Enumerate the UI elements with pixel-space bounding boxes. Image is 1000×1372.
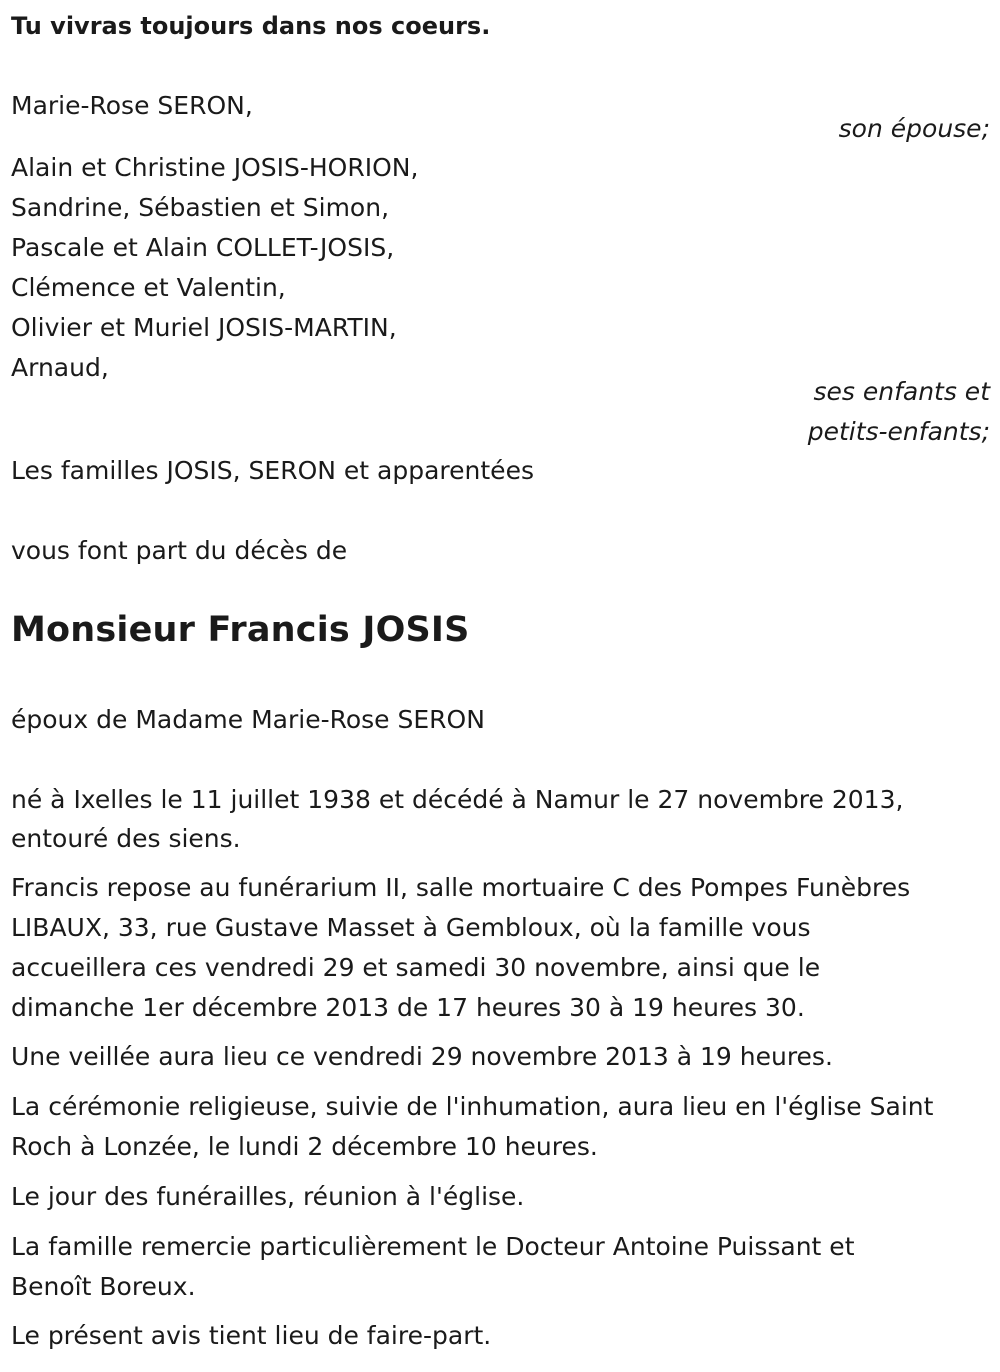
vigil-line: Une veillée aura lieu ce vendredi 29 novembre 2013 à 19 heures. (11, 1042, 833, 1071)
families-line: Les familles JOSIS, SERON et apparentées (11, 456, 534, 485)
ceremony-line: Roch à Lonzée, le lundi 2 décembre 10 heures. (11, 1132, 598, 1161)
birth-line: né à Ixelles le 11 juillet 1938 et décédé à Namur le 27 novembre 2013, (11, 785, 904, 814)
husband-of-line: époux de Madame Marie-Rose SERON (11, 705, 485, 734)
children-role: ses enfants et (813, 377, 990, 406)
birth-line: entouré des siens. (11, 824, 241, 853)
spouse-role: son épouse; (838, 114, 990, 143)
meeting-line: Le jour des funérailles, réunion à l'église. (11, 1182, 525, 1211)
children-line: Arnaud, (11, 353, 109, 382)
spouse-name: Marie-Rose SERON, (11, 91, 253, 120)
children-line: Alain et Christine JOSIS-HORION, (11, 153, 419, 182)
rest-line: accueillera ces vendredi 29 et samedi 30 novembre, ainsi que le (11, 953, 821, 982)
rest-line: dimanche 1er décembre 2013 de 17 heures 30 à 19 heures 30. (11, 993, 805, 1022)
thanks-line: La famille remercie particulièrement le Docteur Antoine Puissant et (11, 1232, 855, 1261)
children-line: Pascale et Alain COLLET-JOSIS, (11, 233, 395, 262)
notice-line: Le présent avis tient lieu de faire-part. (11, 1321, 492, 1350)
children-role: petits-enfants; (807, 417, 990, 446)
thanks-line: Benoît Boreux. (11, 1272, 196, 1301)
children-line: Clémence et Valentin, (11, 273, 286, 302)
announce-line: vous font part du décès de (11, 536, 348, 565)
rest-line: Francis repose au funérarium II, salle mortuaire C des Pompes Funèbres (11, 873, 911, 902)
children-line: Sandrine, Sébastien et Simon, (11, 193, 390, 222)
children-line: Olivier et Muriel JOSIS-MARTIN, (11, 313, 397, 342)
ceremony-line: La cérémonie religieuse, suivie de l'inhumation, aura lieu en l'église Saint (11, 1092, 934, 1121)
motto: Tu vivras toujours dans nos coeurs. (11, 12, 491, 40)
deceased-name: Monsieur Francis JOSIS (11, 610, 470, 650)
rest-line: LIBAUX, 33, rue Gustave Masset à Gembloux, où la famille vous (11, 913, 811, 942)
